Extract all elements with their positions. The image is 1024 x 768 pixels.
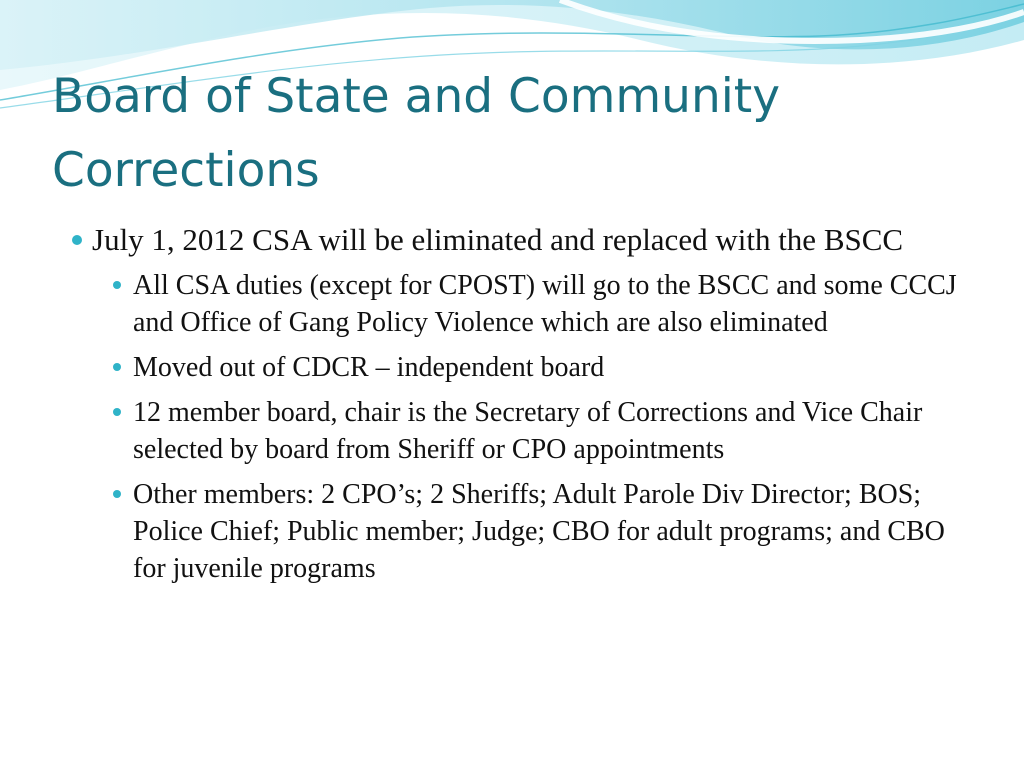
slide-title: Board of State and Community Corrections xyxy=(52,69,781,198)
bullet-item xyxy=(72,220,952,259)
bullet-dot-icon xyxy=(72,235,82,245)
sub-bullet-text: Other members: 2 CPO’s; 2 Sheriffs; Adult Parole Div Director; BOS; Police Chief; Public member; Judge; CBO for adult programs; and CBO for juvenile programs xyxy=(133,479,945,584)
sub-bullet-item xyxy=(72,349,973,386)
bullet-dot-icon xyxy=(113,490,121,498)
sub-bullet-item xyxy=(72,267,973,341)
bullet-dot-icon xyxy=(113,281,121,289)
slide-content xyxy=(72,220,972,595)
bullet-dot-icon xyxy=(113,408,121,416)
bullet-dot-icon xyxy=(113,363,121,371)
sub-bullet-item xyxy=(72,476,973,587)
sub-bullet-item xyxy=(72,394,973,468)
bullet-text: July 1, 2012 CSA will be eliminated and replaced with the BSCC xyxy=(92,222,904,257)
sub-bullet-text: All CSA duties (except for CPOST) will go to the BSCC and some CCCJ and Office of Gang Policy Violence which are also eliminated xyxy=(133,270,957,338)
sub-bullet-text: 12 member board, chair is the Secretary of Corrections and Vice Chair selected by board from Sheriff or CPO appointments xyxy=(133,397,923,465)
sub-bullet-text: Moved out of CDCR – independent board xyxy=(133,352,605,383)
